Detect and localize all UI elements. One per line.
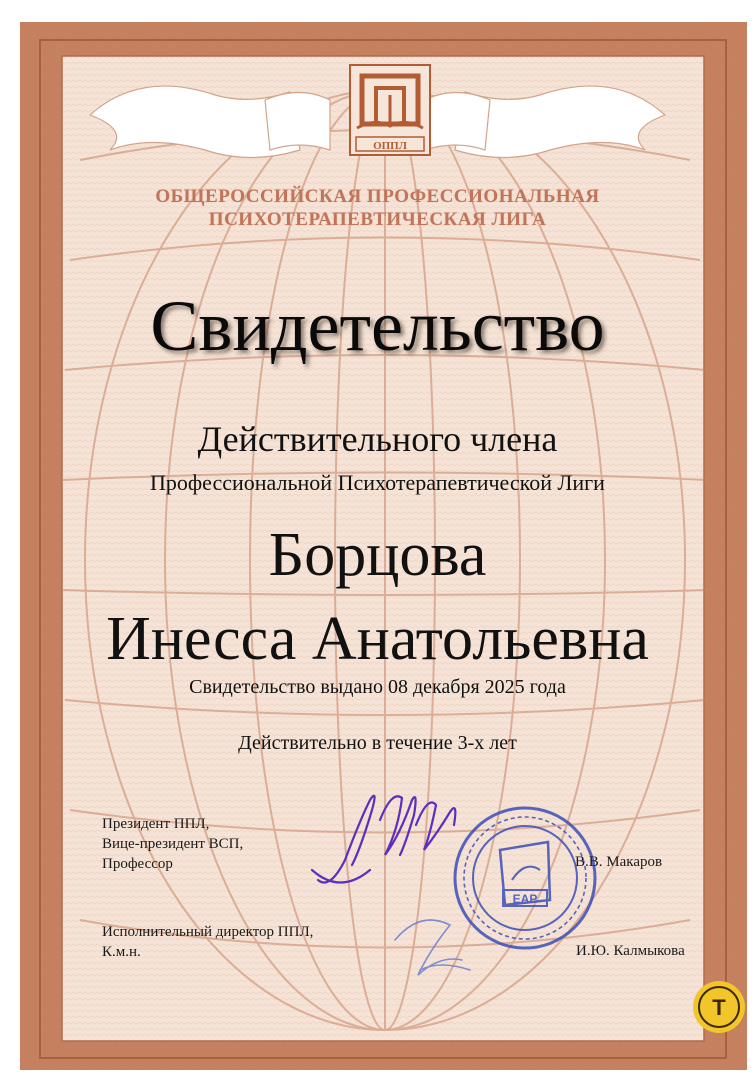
president-titles [102, 814, 243, 874]
issue-date-text: Свидетельство выдано 08 декабря 2025 года [189, 676, 566, 698]
member-subtitle: Действительного члена [197, 419, 558, 459]
president-title-line: Вице-президент ВСП, [102, 836, 244, 852]
president-title-line: Профессор [102, 856, 173, 872]
director-titles [102, 922, 313, 962]
svg-text:T: T [712, 995, 726, 1020]
director-name: И.Ю. Калмыкова [576, 943, 685, 959]
director-title-line: Исполнительный директор ППЛ, [102, 924, 314, 940]
t-logo-icon [693, 981, 745, 1033]
org-name-line2: ПСИХОТЕРАПЕВТИЧЕСКАЯ ЛИГА [208, 209, 547, 230]
svg-text:ОППЛ: ОППЛ [373, 140, 407, 152]
league-name: Профессиональной Психотерапевтической Лиги [150, 470, 605, 495]
holder-surname: Борцова [268, 521, 487, 589]
validity-text: Действительно в течение 3-х лет [238, 732, 517, 754]
certificate-title: Свидетельство [150, 286, 605, 366]
svg-text:ЕАР: ЕАР [512, 892, 538, 906]
president-name: В.В. Макаров [575, 854, 663, 870]
org-name-line1: ОБЩЕРОССИЙСКАЯ ПРОФЕССИОНАЛЬНАЯ [155, 186, 600, 207]
holder-given-names: Инесса Анатольевна [106, 605, 649, 673]
president-title-line: Президент ППЛ, [102, 816, 210, 832]
league-emblem-icon [350, 65, 430, 155]
director-title-line: К.м.н. [102, 944, 141, 960]
